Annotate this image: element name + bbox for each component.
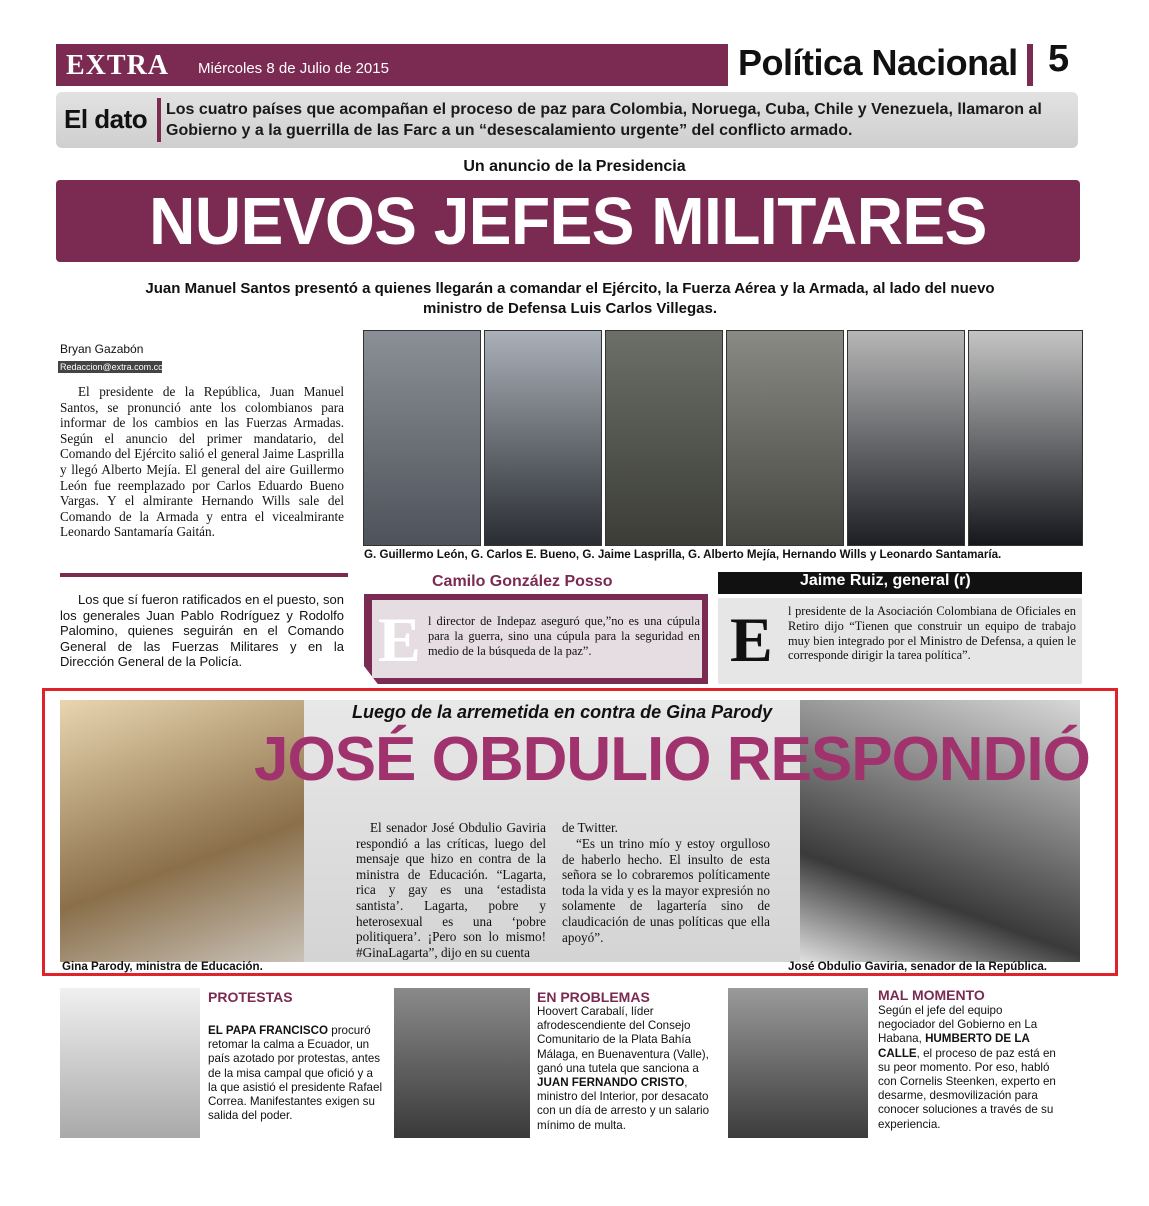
quote-left-name: Camilo González Posso bbox=[432, 573, 613, 590]
brief-3-title: MAL MOMENTO bbox=[878, 987, 985, 1003]
brief-3-text bbox=[878, 1004, 1056, 1132]
brand-logo: EXTRA bbox=[66, 50, 170, 81]
dato-divider bbox=[157, 98, 161, 142]
photo-hernando-wills bbox=[847, 330, 965, 546]
brief-2-title: EN PROBLEMAS bbox=[537, 989, 650, 1005]
photo-alberto-mejia bbox=[726, 330, 844, 546]
military-photo-strip bbox=[363, 330, 1081, 546]
byline: Bryan Gazabón bbox=[60, 342, 144, 356]
quote-left-text: l director de Indepaz aseguró que,”no es una cúpula para la guerra, sino una cúpula para la seguridad en medio de la búsqueda de la paz”. bbox=[428, 614, 700, 658]
photo-caption: G. Guillermo León, G. Carlos E. Bueno, G. Jaime Lasprilla, G. Alberto Mejía, Hernando Wills y Leonardo Santamaría. bbox=[364, 548, 1002, 561]
photo-humberto-de-la-calle bbox=[728, 988, 868, 1138]
brief-2-text bbox=[537, 1005, 721, 1133]
brief-1-body: procuró retomar la calma a Ecuador, un país azotado por protestas, antes de la misa campal que ofició y a la que asistió el presidente Rafael Correa. Manifestantes exigen su salida del poder. bbox=[208, 1024, 383, 1123]
brief-1-title: PROTESTAS bbox=[208, 989, 293, 1005]
caption-jose-obdulio: José Obdulio Gaviria, senador de la República. bbox=[788, 960, 1048, 973]
brief-1-text bbox=[208, 1024, 384, 1123]
quote-right-dropcap: E bbox=[730, 604, 773, 675]
obdulio-col-2b: “Es un trino mío y estoy orgulloso de haberlo hecho. El insulto de esta señora se lo cobraremos políticamente toda la vida y es la mayor expresión no solamente de lagartería sino de claudicación de unas políticas que ella apoyó”. bbox=[562, 836, 770, 945]
caption-gina-parody: Gina Parody, ministra de Educación. bbox=[62, 960, 263, 973]
obdulio-col-1: El senador José Obdulio Gaviria respondió a las críticas, luego del mensaje que hizo en contra de la ministra de Educación. “Lagarta, rica y gay es una ‘estadista santista’. Lagarta, pobre y heterosexual es una ‘pobre politiquera’. ¡Pero son lo mismo! #GinaLagarta”, dijo en su cuenta bbox=[356, 820, 546, 960]
lead-body-1: El presidente de la República, Juan Manuel Santos, se pronunció ante los colombianos para informar de los cambios en las Fuerzas Armadas. Según el anuncio del primer mandatario, del Comando del Ejército salió el general Jaime Lasprilla y llegó Alberto Mejía. El general del aire Guillermo León fue reemplazado por Carlos Eduardo Bueno Vargas. Y el almirante Hernando Wills sale del Comando de la Armada y entra el vicealmirante Leonardo Santamaría Gaitán. bbox=[60, 384, 344, 540]
obdulio-kicker: Luego de la arremetida en contra de Gina Parody bbox=[352, 702, 773, 722]
lead-body-2: Los que sí fueron ratificados en el puesto, son los generales Juan Pablo Rodríguez y Rodolfo Palomino, quienes seguirán en el Comando General de las Fuerzas Militares y en la Dirección General de la Policía. bbox=[60, 592, 344, 670]
quote-left-dropcap: E bbox=[378, 604, 421, 675]
brief-2-body: , ministro del Interior, por desacato con un día de arresto y un salario mínimo de multa. bbox=[537, 1076, 710, 1132]
photo-papa-francisco bbox=[60, 988, 200, 1138]
column-rule bbox=[60, 573, 348, 577]
photo-jaime-lasprilla bbox=[605, 330, 723, 546]
page-number: 5 bbox=[1048, 38, 1069, 80]
header-date: Miércoles 8 de Julio de 2015 bbox=[198, 60, 389, 77]
brief-1-bold: EL PAPA FRANCISCO bbox=[208, 1024, 329, 1037]
dato-text: Los cuatro países que acompañan el proceso de paz para Colombia, Noruega, Cuba, Chile y Venezuela, llamaron al Gobierno y a la guerrilla de las Farc a un “desescalamiento urgente” del conflicto armado. bbox=[166, 101, 1042, 139]
obdulio-col-2a: de Twitter. bbox=[562, 820, 618, 835]
section-title: Política Nacional bbox=[738, 42, 1018, 83]
obdulio-headline: JOSÉ OBDULIO RESPONDIÓ bbox=[254, 725, 1090, 794]
photo-guillermo-leon bbox=[363, 330, 481, 546]
brief-2-bold: JUAN FERNANDO CRISTO bbox=[537, 1076, 685, 1090]
lead-headline: NUEVOS JEFES MILITARES bbox=[149, 183, 987, 259]
dato-label: El dato bbox=[64, 104, 148, 134]
photo-juan-fernando-cristo bbox=[394, 988, 530, 1138]
brief-3-bold: HUMBERTO DE LA CALLE bbox=[878, 1032, 1030, 1060]
brief-2-pre: Hoovert Carabalí, líder afrodescendiente del Consejo Comunitario de la Plata Bahía Málaga, en Buenaventura (Valle), ganó una tutela que sanciona a bbox=[537, 1005, 709, 1075]
byline-email: Redaccion@extra.com.co bbox=[60, 362, 164, 372]
photo-leonardo-santamaria bbox=[968, 330, 1083, 546]
brief-3-body: , el proceso de paz está en su peor momento. Por eso, habló con Cornelis Steenken, experto en desarme, desmovilización para conocer soluciones a través de su experiencia. bbox=[878, 1046, 1056, 1131]
photo-carlos-bueno bbox=[484, 330, 602, 546]
lead-kicker: Un anuncio de la Presidencia bbox=[463, 158, 686, 175]
lead-subhead: Juan Manuel Santos presentó a quienes llegarán a comandar el Ejército, la Fuerza Aérea y la Armada, al lado del nuevo ministro de Defensa Luis Carlos Villegas. bbox=[145, 280, 995, 317]
quote-right-name: Jaime Ruiz, general (r) bbox=[800, 572, 971, 589]
quote-right-text: l presidente de la Asociación Colombiana de Oficiales en Retiro dijo “Tienen que construir un equipo de trabajo muy bien integrado por el Ministro de Defensa, a quien le corresponde dirigir la tarea política”. bbox=[788, 604, 1076, 663]
brief-3-pre: Según el jefe del equipo negociador del Gobierno en La Habana, bbox=[878, 1004, 1038, 1046]
section-rule bbox=[1027, 44, 1033, 86]
